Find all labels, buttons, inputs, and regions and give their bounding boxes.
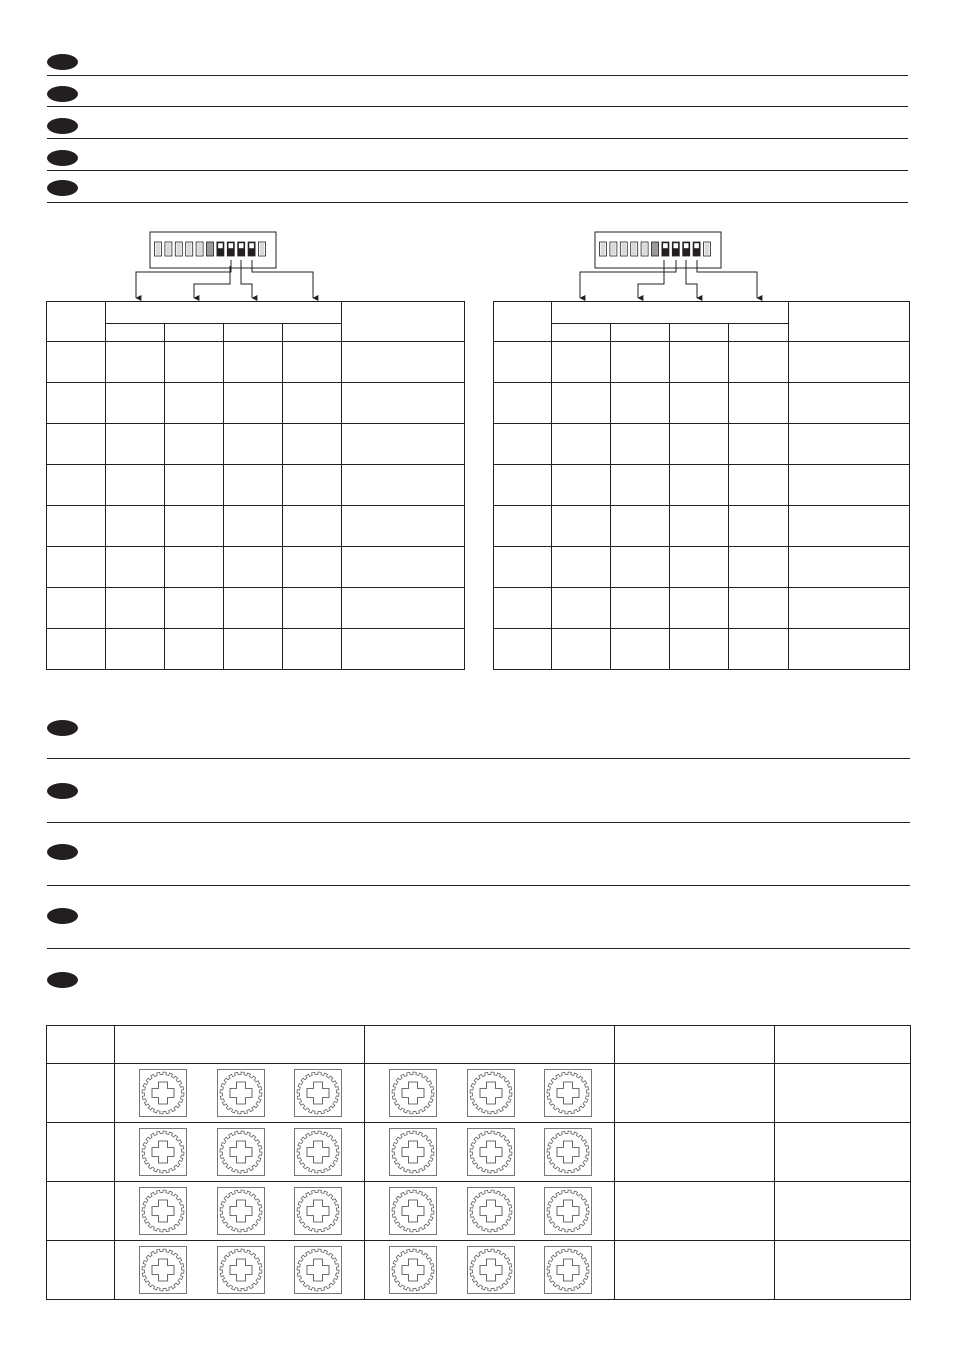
knob-group-cell bbox=[365, 1064, 615, 1123]
knob-group-cell bbox=[115, 1064, 365, 1123]
table-cell bbox=[224, 424, 283, 465]
rotary-knob-icon bbox=[139, 1069, 187, 1117]
table-cell bbox=[165, 383, 224, 424]
rotary-knob-icon bbox=[389, 1246, 437, 1294]
table-cell bbox=[775, 1182, 911, 1241]
table-subheader-cell bbox=[165, 324, 224, 342]
rotary-knob-icon bbox=[294, 1187, 342, 1235]
table-cell bbox=[342, 629, 465, 670]
dip-switch-knob bbox=[611, 243, 616, 255]
table-cell bbox=[670, 588, 729, 629]
knob-group-cell bbox=[365, 1241, 615, 1300]
table-cell bbox=[611, 465, 670, 506]
dip-switch-knob bbox=[187, 243, 192, 255]
table-subheader-cell bbox=[283, 324, 342, 342]
table-cell bbox=[224, 629, 283, 670]
table-subheader-cell bbox=[611, 324, 670, 342]
table-row bbox=[47, 465, 465, 506]
table-cell bbox=[729, 629, 789, 670]
table-row bbox=[47, 1241, 911, 1300]
table-cell bbox=[224, 506, 283, 547]
dip-switch-knob bbox=[674, 243, 679, 248]
table-row bbox=[47, 383, 465, 424]
table-cell bbox=[165, 342, 224, 383]
rotary-knob-icon bbox=[294, 1246, 342, 1294]
table-cell bbox=[224, 465, 283, 506]
table-row bbox=[47, 1123, 911, 1182]
rotary-knob-icon bbox=[544, 1069, 592, 1117]
rotary-knob-icon bbox=[217, 1246, 265, 1294]
table-header-cell bbox=[552, 302, 789, 324]
table-cell bbox=[552, 547, 611, 588]
dip-switch-lever bbox=[652, 242, 659, 256]
dip-switch-knob bbox=[229, 243, 234, 248]
knob-group bbox=[365, 1128, 614, 1176]
knob-table-body bbox=[47, 1064, 911, 1300]
table-header-cell bbox=[789, 302, 910, 342]
table-cell bbox=[552, 588, 611, 629]
rotary-knob-icon bbox=[544, 1187, 592, 1235]
table-subheader-cell bbox=[224, 324, 283, 342]
table-row bbox=[47, 1064, 911, 1123]
table-cell bbox=[615, 1064, 775, 1123]
table-cell bbox=[47, 1123, 115, 1182]
rotary-knob-icon bbox=[139, 1187, 187, 1235]
table-cell bbox=[224, 383, 283, 424]
table-cell bbox=[789, 383, 910, 424]
table-cell bbox=[283, 465, 342, 506]
knob-group-cell bbox=[365, 1123, 615, 1182]
table-cell bbox=[729, 547, 789, 588]
table-cell bbox=[552, 383, 611, 424]
table-header-cell bbox=[775, 1026, 911, 1064]
table-cell bbox=[775, 1241, 911, 1300]
table-subheader-cell bbox=[670, 324, 729, 342]
rotary-knob-icon bbox=[139, 1246, 187, 1294]
table-cell bbox=[47, 547, 106, 588]
table-cell bbox=[552, 629, 611, 670]
language-badge bbox=[47, 783, 78, 799]
table-cell bbox=[729, 588, 789, 629]
knob-group-cell bbox=[115, 1182, 365, 1241]
table-cell bbox=[494, 424, 552, 465]
table-cell bbox=[615, 1123, 775, 1182]
dip-switch-knob bbox=[705, 243, 710, 255]
table-header-cell bbox=[106, 302, 342, 324]
dip-switch-knob bbox=[166, 243, 171, 255]
table-cell bbox=[106, 506, 165, 547]
dip-switch-knob bbox=[260, 243, 265, 255]
dip-switch-right bbox=[595, 232, 721, 268]
table-cell bbox=[775, 1064, 911, 1123]
knob-group bbox=[365, 1246, 614, 1294]
rotary-knob-icon bbox=[217, 1069, 265, 1117]
setting-table-left bbox=[46, 301, 465, 670]
dip-switch-knob bbox=[177, 243, 182, 255]
table-cell bbox=[165, 465, 224, 506]
dip-switch-diagrams bbox=[0, 0, 954, 310]
table-cell bbox=[729, 506, 789, 547]
table-row bbox=[494, 424, 910, 465]
table-cell bbox=[789, 424, 910, 465]
table-cell bbox=[494, 588, 552, 629]
table-cell bbox=[165, 629, 224, 670]
dip-switch-knob bbox=[218, 243, 223, 248]
table-cell bbox=[283, 588, 342, 629]
table-cell bbox=[670, 465, 729, 506]
table-cell bbox=[729, 424, 789, 465]
table-subheader-cell bbox=[729, 324, 789, 342]
table-row bbox=[494, 465, 910, 506]
rotary-knob-icon bbox=[467, 1128, 515, 1176]
table-cell bbox=[552, 506, 611, 547]
table-cell bbox=[611, 424, 670, 465]
table-cell bbox=[106, 465, 165, 506]
table-cell bbox=[106, 629, 165, 670]
table-header-cell bbox=[47, 302, 106, 342]
table-cell bbox=[552, 424, 611, 465]
table-cell bbox=[611, 588, 670, 629]
language-badge bbox=[47, 972, 78, 988]
table-cell bbox=[670, 547, 729, 588]
table-cell bbox=[224, 342, 283, 383]
table-cell bbox=[283, 383, 342, 424]
table-cell bbox=[106, 588, 165, 629]
dip-switch-left bbox=[150, 232, 276, 268]
table-cell bbox=[670, 424, 729, 465]
table-row bbox=[494, 629, 910, 670]
table-header-cell bbox=[342, 302, 465, 342]
table-cell bbox=[224, 588, 283, 629]
table-cell bbox=[47, 383, 106, 424]
table-row bbox=[494, 547, 910, 588]
table-cell bbox=[552, 465, 611, 506]
rotary-knob-icon bbox=[294, 1069, 342, 1117]
rotary-knob-icon bbox=[217, 1128, 265, 1176]
language-row bbox=[47, 968, 910, 990]
rotary-knob-icon bbox=[467, 1069, 515, 1117]
table-cell bbox=[729, 383, 789, 424]
table-cell bbox=[283, 506, 342, 547]
table-cell bbox=[670, 342, 729, 383]
table-row bbox=[47, 506, 465, 547]
dip-switch-knob bbox=[239, 243, 244, 248]
table-cell bbox=[342, 424, 465, 465]
table-cell bbox=[611, 547, 670, 588]
rotary-knob-icon bbox=[389, 1128, 437, 1176]
knob-group bbox=[115, 1128, 364, 1176]
knob-group bbox=[115, 1187, 364, 1235]
table-cell bbox=[165, 588, 224, 629]
dip-switch-knob bbox=[601, 243, 606, 255]
table-cell bbox=[670, 506, 729, 547]
table-cell bbox=[47, 506, 106, 547]
table-header-cell bbox=[115, 1026, 365, 1064]
table-cell bbox=[789, 342, 910, 383]
table-header-cell bbox=[615, 1026, 775, 1064]
table-header-cell bbox=[494, 302, 552, 342]
table-cell bbox=[342, 342, 465, 383]
dip-switch-knob bbox=[632, 243, 637, 255]
language-badge bbox=[47, 844, 78, 860]
table-cell bbox=[775, 1123, 911, 1182]
table-cell bbox=[224, 547, 283, 588]
dip-switch-knob bbox=[694, 243, 699, 248]
table-cell bbox=[611, 383, 670, 424]
table-subheader-cell bbox=[552, 324, 611, 342]
knob-table bbox=[46, 1025, 911, 1300]
table-row bbox=[47, 424, 465, 465]
table-cell bbox=[47, 342, 106, 383]
table-cell bbox=[47, 629, 106, 670]
table-cell bbox=[47, 1241, 115, 1300]
knob-group-cell bbox=[115, 1241, 365, 1300]
language-badge bbox=[47, 720, 78, 736]
table-cell bbox=[283, 424, 342, 465]
knob-group bbox=[115, 1246, 364, 1294]
table-cell bbox=[47, 1182, 115, 1241]
table-cell bbox=[670, 383, 729, 424]
table-header-cell bbox=[47, 1026, 115, 1064]
table-row bbox=[494, 342, 910, 383]
table-cell bbox=[106, 424, 165, 465]
table-cell bbox=[165, 547, 224, 588]
table-cell bbox=[611, 342, 670, 383]
table-cell bbox=[615, 1241, 775, 1300]
table-cell bbox=[283, 342, 342, 383]
language-row bbox=[47, 716, 910, 759]
rotary-knob-icon bbox=[467, 1187, 515, 1235]
table-body bbox=[47, 342, 465, 670]
table-cell bbox=[165, 506, 224, 547]
knob-group bbox=[365, 1069, 614, 1117]
table-cell bbox=[106, 383, 165, 424]
table-row bbox=[494, 383, 910, 424]
table-body bbox=[494, 342, 910, 670]
dip-switch-lever bbox=[207, 242, 214, 256]
table-cell bbox=[106, 547, 165, 588]
setting-table-right bbox=[493, 301, 910, 670]
knob-group-cell bbox=[365, 1182, 615, 1241]
table-cell bbox=[615, 1182, 775, 1241]
rotary-knob-icon bbox=[217, 1187, 265, 1235]
table-cell bbox=[789, 629, 910, 670]
table-cell bbox=[47, 588, 106, 629]
language-row bbox=[47, 904, 910, 949]
table-row bbox=[47, 547, 465, 588]
table-cell bbox=[342, 465, 465, 506]
rotary-knob-icon bbox=[389, 1069, 437, 1117]
table-cell bbox=[494, 506, 552, 547]
table-cell bbox=[494, 547, 552, 588]
dip-switch-knob bbox=[197, 243, 202, 255]
dip-switch-knob bbox=[684, 243, 689, 248]
table-cell bbox=[789, 506, 910, 547]
table-subheader-cell bbox=[106, 324, 165, 342]
dip-switch-knob bbox=[663, 243, 668, 248]
table-cell bbox=[729, 465, 789, 506]
table-cell bbox=[283, 547, 342, 588]
table-cell bbox=[552, 342, 611, 383]
table-cell bbox=[342, 588, 465, 629]
rotary-knob-icon bbox=[544, 1128, 592, 1176]
dip-switch-knob bbox=[642, 243, 647, 255]
table-row bbox=[47, 629, 465, 670]
table-cell bbox=[789, 547, 910, 588]
table-cell bbox=[47, 424, 106, 465]
table-cell bbox=[165, 424, 224, 465]
table-row bbox=[494, 588, 910, 629]
table-cell bbox=[342, 547, 465, 588]
table-cell bbox=[47, 1064, 115, 1123]
table-cell bbox=[611, 629, 670, 670]
table-cell bbox=[106, 342, 165, 383]
table-row bbox=[47, 588, 465, 629]
table-cell bbox=[47, 465, 106, 506]
table-cell bbox=[494, 629, 552, 670]
table-cell bbox=[789, 465, 910, 506]
table-cell bbox=[283, 629, 342, 670]
dip-switch-knob bbox=[622, 243, 627, 255]
table-cell bbox=[494, 342, 552, 383]
table-header-cell bbox=[365, 1026, 615, 1064]
knob-group-cell bbox=[115, 1123, 365, 1182]
dip-switch-knob bbox=[156, 243, 161, 255]
knob-group bbox=[365, 1187, 614, 1235]
rotary-knob-icon bbox=[544, 1246, 592, 1294]
table-cell bbox=[789, 588, 910, 629]
table-cell bbox=[342, 383, 465, 424]
language-row bbox=[47, 841, 910, 886]
table-cell bbox=[670, 629, 729, 670]
rotary-knob-icon bbox=[389, 1187, 437, 1235]
dip-switch-knob bbox=[249, 243, 254, 248]
table-cell bbox=[342, 506, 465, 547]
table-row bbox=[47, 1182, 911, 1241]
table-row bbox=[47, 342, 465, 383]
table-cell bbox=[611, 506, 670, 547]
knob-group bbox=[115, 1069, 364, 1117]
language-row bbox=[47, 779, 910, 823]
rotary-knob-icon bbox=[139, 1128, 187, 1176]
table-cell bbox=[494, 383, 552, 424]
rotary-knob-icon bbox=[467, 1246, 515, 1294]
table-cell bbox=[729, 342, 789, 383]
language-badge bbox=[47, 908, 78, 924]
table-cell bbox=[494, 465, 552, 506]
rotary-knob-icon bbox=[294, 1128, 342, 1176]
table-row bbox=[494, 506, 910, 547]
